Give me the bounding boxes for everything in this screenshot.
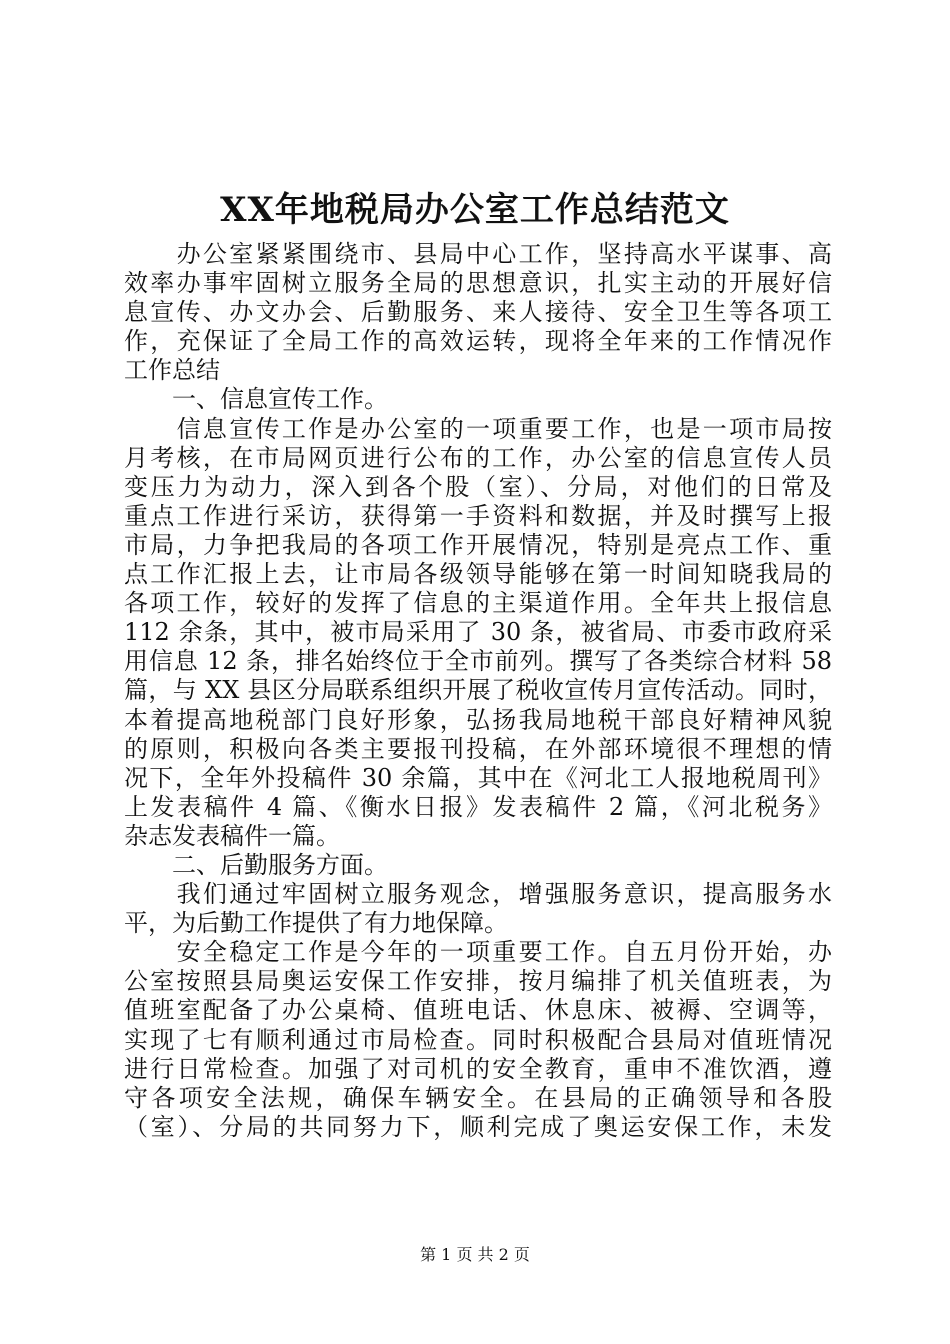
text-line: 各项工作，较好的发挥了信息的主渠道作用。全年共上报信息 (124, 589, 832, 618)
text-line: 值班室配备了办公桌椅、值班电话、休息床、被褥、空调等， (124, 996, 832, 1025)
text-line: 工作总结 (124, 356, 220, 385)
document-title: XX年地税局办公室工作总结范文 (220, 190, 730, 230)
document-body (124, 240, 832, 1142)
text-line: 息宣传、办文办会、后勤服务、来人接待、安全卫生等各项工 (124, 298, 832, 327)
text-line: 市局，力争把我局的各项工作开展情况，特别是亮点工作、重 (124, 530, 832, 559)
page-footer: 第 1 页 共 2 页 (420, 1245, 530, 1264)
text-line: 二、后勤服务方面。 (124, 850, 388, 879)
text-line: 点工作汇报上去，让市局各级领导能够在第一时间知晓我局的 (124, 560, 832, 589)
text-line: 我们通过牢固树立服务观念，增强服务意识，提高服务水 (124, 880, 832, 909)
text-line: 安全稳定工作是今年的一项重要工作。自五月份开始，办 (124, 938, 832, 967)
text-line: 公室按照县局奥运安保工作安排，按月编排了机关值班表，为 (124, 967, 832, 996)
text-line: 杂志发表稿件一篇。 (124, 821, 340, 850)
text-line: 上发表稿件 4 篇、《衡水日报》发表稿件 2 篇，《河北税务》 (124, 792, 832, 821)
text-line: 的原则，积极向各类主要报刊投稿，在外部环境很不理想的情 (124, 734, 832, 763)
text-line: 本着提高地税部门良好形象，弘扬我局地税干部良好精神风貌 (124, 705, 832, 734)
text-line: 况下，全年外投稿件 30 余篇，其中在《河北工人报地税周刊》 (124, 763, 832, 792)
text-line: （室）、分局的共同努力下，顺利完成了奥运安保工作，未发 (124, 1112, 832, 1141)
text-line: 篇，与 XX 县区分局联系组织开展了税收宣传月宣传活动。同时， (124, 676, 832, 705)
text-line: 月考核，在市局网页进行公布的工作，办公室的信息宣传人员 (124, 443, 832, 472)
text-line: 作，充保证了全局工作的高效运转，现将全年来的工作情况作 (124, 327, 832, 356)
text-line: 信息宣传工作是办公室的一项重要工作，也是一项市局按 (124, 414, 832, 443)
text-line: 变压力为动力，深入到各个股（室）、分局，对他们的日常及 (124, 472, 832, 501)
text-line: 实现了七有顺利通过市局检查。同时积极配合县局对值班情况 (124, 1025, 832, 1054)
text-line: 用信息 12 条，排名始终位于全市前列。撰写了各类综合材料 58 (124, 647, 832, 676)
text-line: 守各项安全法规，确保车辆安全。在县局的正确领导和各股 (124, 1083, 832, 1112)
text-line: 重点工作进行采访，获得第一手资料和数据，并及时撰写上报 (124, 501, 832, 530)
text-line: 一、信息宣传工作。 (124, 385, 388, 414)
text-line: 办公室紧紧围绕市、县局中心工作，坚持高水平谋事、高 (124, 240, 832, 268)
text-line: 平，为后勤工作提供了有力地保障。 (124, 909, 508, 938)
text-line: 效率办事牢固树立服务全局的思想意识，扎实主动的开展好信 (124, 269, 832, 298)
text-line: 112 余条，其中，被市局采用了 30 条，被省局、市委市政府采 (124, 618, 832, 647)
text-line: 进行日常检查。加强了对司机的安全教育，重申不准饮酒，遵 (124, 1054, 832, 1083)
